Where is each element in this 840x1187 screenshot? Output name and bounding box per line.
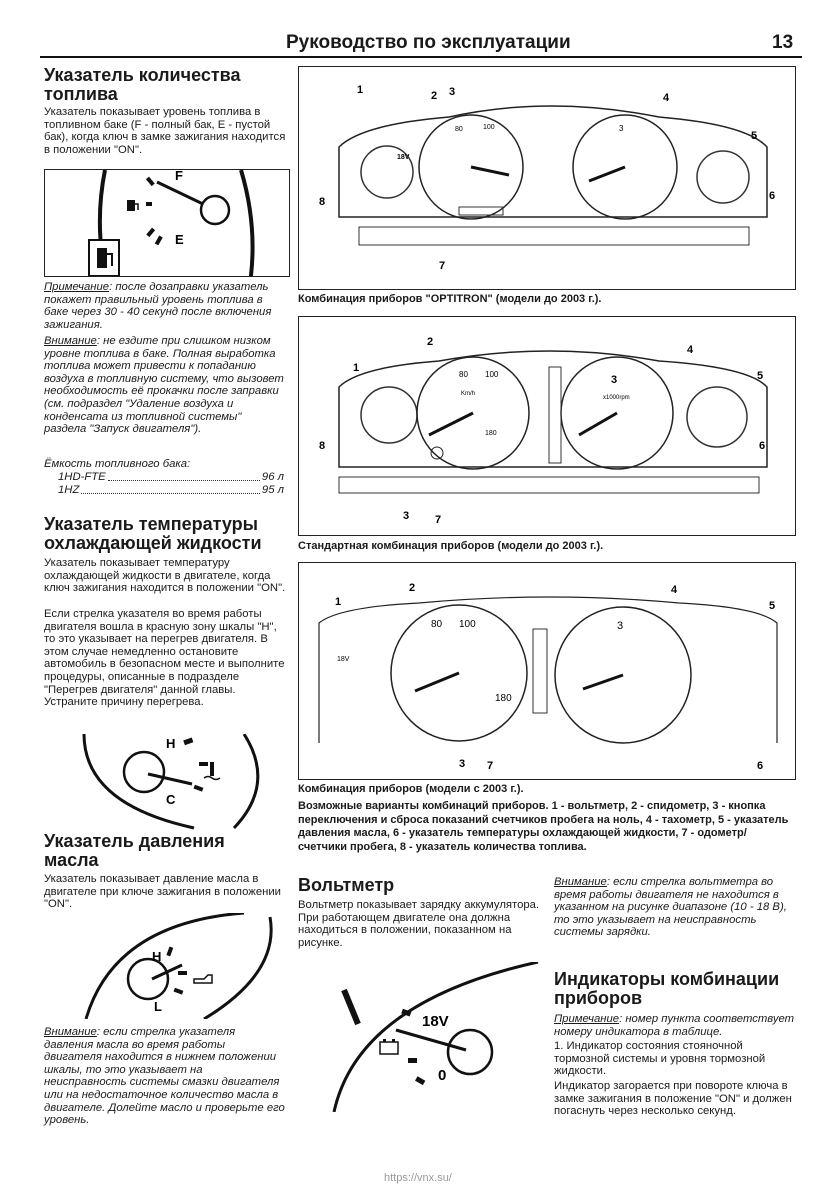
voltmeter-gauge-figure [298,962,542,1112]
callout: 5 [769,600,776,612]
callout: 1 [357,84,364,96]
tacho-tick: 3 [619,124,624,133]
kmh-label: Km/h [461,391,476,397]
fuel-text: Указатель показывает уровень топлива в топливном баке (F - полный бак, E - пустой бак), когда ключ в замке зажигания находится в положении "ON". [44,106,286,156]
battery-icon [380,1039,398,1054]
oil-warning-label: Внимание [44,1026,97,1038]
callout: 8 [319,196,326,208]
fuel-capacity-row-1 [58,471,284,484]
callout: 1 [335,596,342,608]
indicators-heading: Индикаторы комбинации приборов [554,969,780,1008]
speedo-tick: 100 [483,124,495,131]
speedo-tick: 100 [459,619,476,630]
fuel-capacity-row-2 [58,484,284,497]
indicators-note-text: : номер пункта соответствует номеру индикатора в таблице. [554,1013,795,1038]
callout: 7 [487,760,494,772]
page-number: 13 [772,32,794,53]
callout: 3 [403,510,410,522]
caption-optitron: Комбинация приборов "OPTITRON" (модели до 2003 г.). [298,293,602,305]
figure-optitron [298,66,796,290]
voltmeter-high-label: 18V [422,1013,449,1030]
fuel-note-label: Примечание [44,281,110,293]
header-rule [40,56,802,58]
speedo-tick: 80 [431,619,443,630]
indicators-note [554,1013,796,1038]
oil-warning [44,1026,286,1127]
speedo-tick: 100 [485,370,499,379]
voltage-label: 18V [397,154,410,161]
figure-post2003 [298,562,796,780]
capacity-value: 96 л [261,471,284,483]
speedo-tick: 180 [495,693,512,704]
indicators-note-label: Примечание [554,1013,620,1025]
capacity-value: 95 л [261,484,284,496]
fuel-note-text: : после дозаправки указатель покажет правильный уровень топлива в баке через 30 - 40 секунд после включения зажигания. [44,281,272,331]
indicators-item-1-more: Индикатор загорается при повороте ключа в замке зажигания в положение "ON" и должен погаснуть через несколько секунд. [554,1080,792,1118]
fuel-empty-label: E [175,232,184,247]
temp-text-1: Указатель показывает температуру охлаждающей жидкости в двигателе, когда ключ зажигания находится в положении "ON". [44,557,286,595]
fuel-pump-icon [127,200,138,211]
callout: 8 [319,440,326,452]
caption-post2003: Комбинация приборов (модели с 2003 г.). [298,783,524,795]
fuel-pump-icon-large [89,240,119,276]
fuel-full-label: F [175,170,183,183]
footer-url[interactable]: https://vnx.su/ [384,1172,452,1184]
callout: 6 [757,760,764,772]
speedo-tick: 80 [455,126,463,133]
indicators-item-1: 1. Индикатор состояния стояночной тормозной системы и уровня тормозной жидкости. [554,1040,766,1078]
callout: 4 [663,92,670,104]
page-header-title: Руководство по эксплуатации [286,32,571,53]
callout: 2 [409,582,416,594]
callout: 2 [427,336,434,348]
callout: 5 [757,370,764,382]
callout: 5 [751,130,758,142]
tacho-tick: 3 [617,620,624,632]
fuel-capacity-title: Ёмкость топливного бака: [44,458,191,470]
fuel-warning [44,335,286,436]
oil-warning-text: : если стрелка указателя давления масла во время работы двигателя находится в нижнем положении шкалы, то это указывает на неисправность системы смазки двигателя или на недостаточное количество масла в двигателе. Долейте масло и проверьте его уровень. [44,1026,285,1127]
temp-gauge-figure [44,734,288,830]
temp-text-2: Если стрелка указателя во время работы двигателя вошла в красную зону шкалы "H", то это указывает на перегрев двигателя. В этом случае немедленно остановите автомобиль в безопасном месте и выполните процедуры, описанные в подразделе "Перегрев двигателя" данной главы. Устраните причину перегрева. [44,608,285,709]
tacho-tick: 3 [611,374,618,386]
callout: 3 [459,758,466,770]
speedo-tick: 80 [459,370,468,379]
caption-standard: Стандартная комбинация приборов (модели до 2003 г.). [298,540,604,552]
temp-hot-label: H [166,736,176,751]
voltmeter-warning [554,876,794,939]
callout: 6 [759,440,766,452]
fuel-heading: Указатель количества топлива [44,65,241,104]
callout: 7 [435,514,442,526]
temp-cold-label: C [166,792,176,807]
voltmeter-heading: Вольтметр [298,875,395,895]
fuel-warning-text: : не ездите при слишком низком уровне топлива в баке. Полная выработка топлива может привести к попаданию воздуха в топливную систему, что вызовет необходимость её прокачки после заправки (см. подраздел "Удаление воздуха и конденсата из топливной системы" раздела "Запуск двигателя"). [44,335,284,436]
voltmeter-text: Вольтметр показывает зарядку аккумулятора. При работающем двигателе она должна находиться в положении, показанном на рисунке. [298,899,540,949]
voltmeter-warning-text: : если стрелка вольтметра во время работы двигателя не находится в указанном на рисунке диапазоне (10 - 18 В), то это указывает на неисправность системы зарядки. [554,876,787,939]
temp-heading: Указатель температуры охлаждающей жидкости [44,514,262,553]
voltage-label: 18V [337,656,350,663]
callout: 6 [769,190,776,202]
fuel-note [44,281,286,331]
fuel-warning-label: Внимание [44,335,97,347]
callout: 1 [353,362,360,374]
fuel-gauge-figure [44,169,290,277]
capacity-engine: 1HZ [58,484,80,496]
callout: 4 [671,584,678,596]
speedo-tick: 180 [485,430,497,437]
voltmeter-low-label: 0 [438,1067,447,1084]
callout: 2 [431,90,438,102]
oil-text: Указатель показывает давление масла в двигателе при ключе зажигания в положении "ON". [44,873,281,911]
oil-heading: Указатель давления масла [44,831,225,870]
figures-legend: Возможные варианты комбинаций приборов. 1 - вольтметр, 2 - спидометр, 3 - кнопка переключения и сброса показаний счетчиков пробега на ноль, 4 - тахометр, 5 - указатель давления масла, 6 - указатель температуры охлаждающей жидкости, 7 - одометр/счетчики пробега, 8 - указатель количества топлива. [298,800,789,853]
oil-high-label: H [152,949,162,964]
rpm-label: x1000rpm [603,395,630,401]
callout: 3 [449,86,456,98]
voltmeter-warning-label: Внимание [554,876,607,888]
oil-gauge-figure [44,913,288,1019]
oil-can-icon [194,975,212,983]
oil-low-label: L [154,999,162,1014]
callout: 4 [687,344,694,356]
callout: 7 [439,260,446,272]
capacity-engine: 1HD-FTE [58,471,106,483]
figure-standard [298,316,796,536]
